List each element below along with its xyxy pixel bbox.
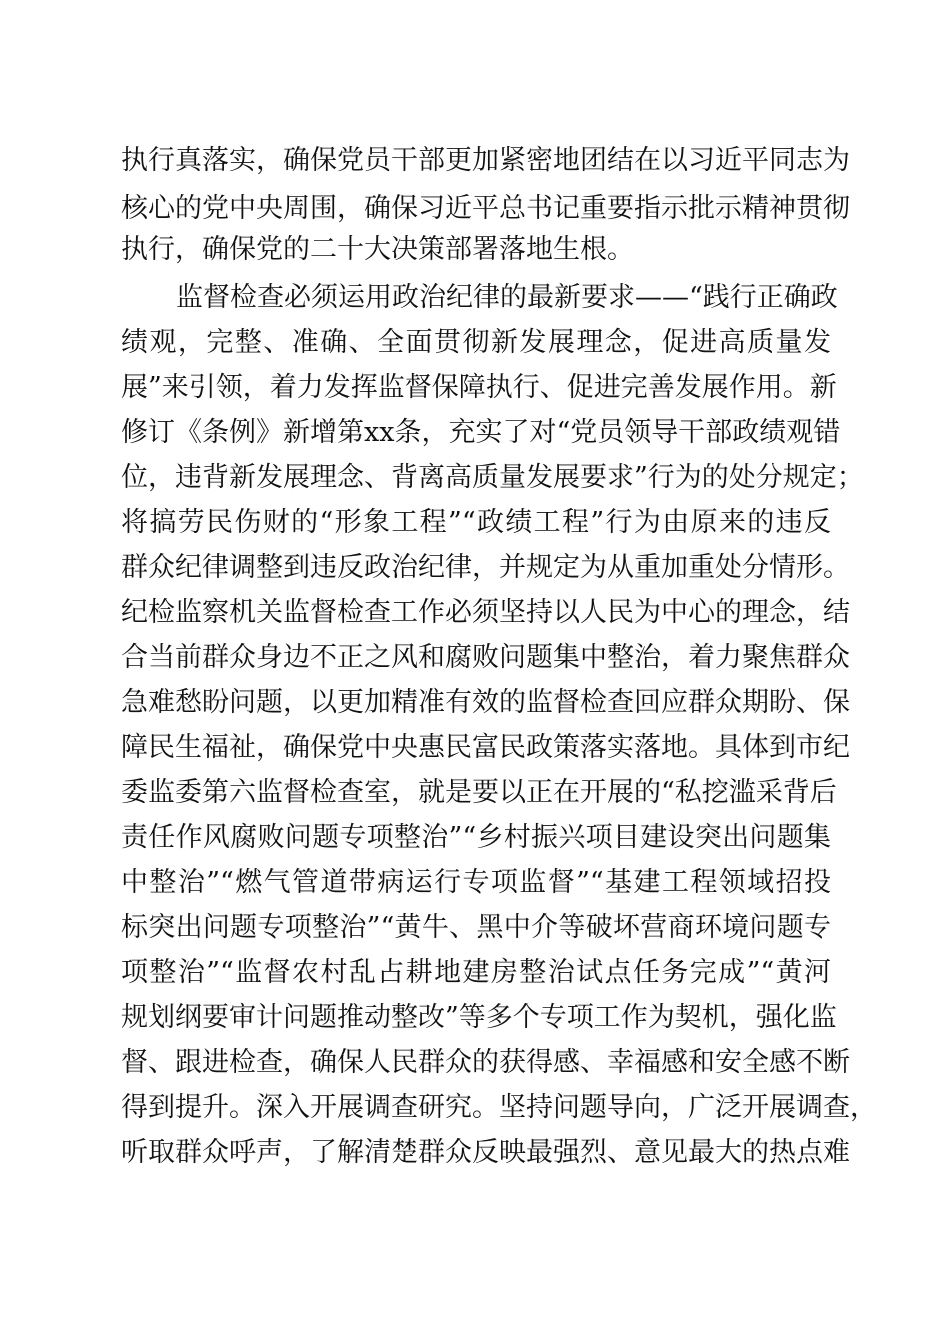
text-line: 修订《条例》新增第xx条，充实了对“党员领导干部政绩观错 [121,417,841,448]
text-line: 位，违背新发展理念、背离高质量发展要求”行为的处分规定； [121,462,864,493]
text-line: 责任作风腐败问题专项整治”“乡村振兴项目建设突出问题集 [121,822,831,853]
text-line: 纪检监察机关监督检查工作必须坚持以人民为中心的理念，结 [121,597,850,628]
text-line: 执行，确保党的二十大决策部署落地生根。 [121,234,634,265]
paragraph-first-line: 监督检查必须运用政治纪律的最新要求——“践行正确政 [176,282,838,313]
text-line: 标突出问题专项整治”“黄牛、黑中介等破坏营商环境问题专 [121,912,831,943]
text-line: 绩观，完整、准确、全面贯彻新发展理念，促进高质量发 [121,327,831,358]
text-line: 群众纪律调整到违反政治纪律，并规定为从重加重处分情形。 [121,552,850,583]
text-line: 急难愁盼问题，以更加精准有效的监督检查回应群众期盼、保 [121,687,850,718]
text-line: 执行真落实，确保党员干部更加紧密地团结在以习近平同志为 [121,145,850,176]
text-line: 展”来引领，着力发挥监督保障执行、促进完善发展作用。新 [121,372,837,403]
text-line: 委监委第六监督检查室，就是要以正在开展的“私挖滥采背后 [121,777,837,808]
text-line: 听取群众呼声，了解清楚群众反映最强烈、意见最大的热点难 [121,1137,850,1168]
text-line: 得到提升。深入开展调查研究。坚持问题导向，广泛开展调查， [121,1092,877,1123]
text-line: 规划纲要审计问题推动整改”等多个专项工作为契机，强化监 [121,1002,837,1033]
text-line: 障民生福祉，确保党中央惠民富民政策落实落地。具体到市纪 [121,732,850,763]
text-line: 项整治”“监督农村乱占耕地建房整治试点任务完成”“黄河 [121,957,831,988]
text-line: 合当前群众身边不正之风和腐败问题集中整治，着力聚焦群众 [121,642,850,673]
text-line: 将搞劳民伤财的“形象工程”“政绩工程”行为由原来的违反 [121,507,831,538]
text-line: 督、跟进检查，确保人民群众的获得感、幸福感和安全感不断 [121,1047,850,1078]
text-line: 核心的党中央周围，确保习近平总书记重要指示批示精神贯彻 [121,193,850,224]
text-line: 中整治”“燃气管道带病运行专项监督”“基建工程领域招投 [121,867,831,898]
